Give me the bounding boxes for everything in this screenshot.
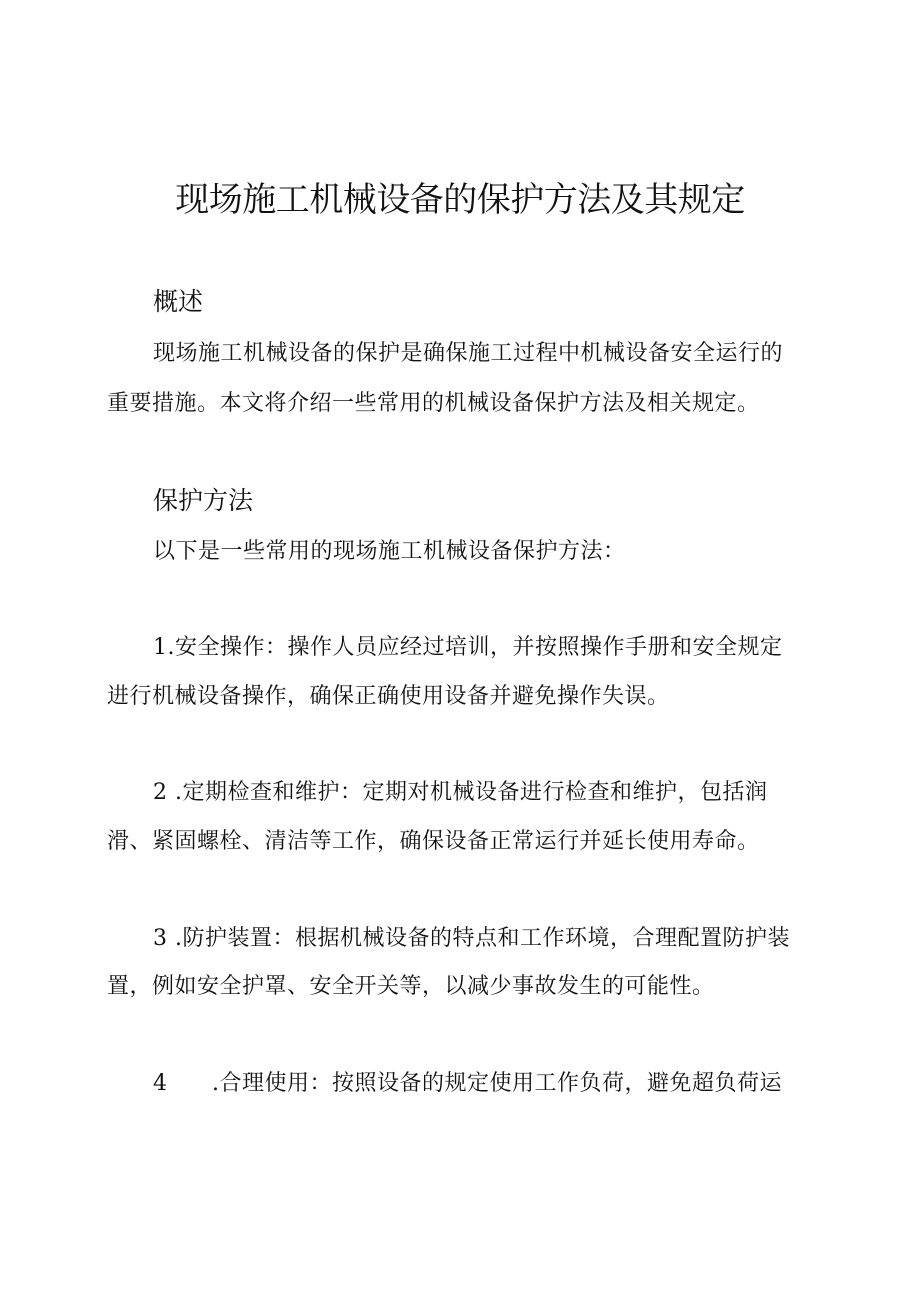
methods-intro: 以下是一些常用的现场施工机械设备保护方法： [153,539,626,564]
list-item-number: 4 [153,1071,168,1096]
document-title: 现场施工机械设备的保护方法及其规定 [175,180,745,220]
list-item-line: 滑、紧固螺栓、清洁等工作，确保设备正常运行并延长使用寿命。 [107,829,760,854]
list-item-line: 1.安全操作：操作人员应经过培训，并按照操作手册和安全规定 [153,635,783,660]
overview-paragraph-line: 重要措施。本文将介绍一些常用的机械设备保护方法及相关规定。 [107,391,760,416]
section-heading-methods: 保护方法 [153,486,254,515]
list-item-line: 置，例如安全护罩、安全开关等，以减少事故发生的可能性。 [107,974,715,999]
overview-paragraph-line: 现场施工机械设备的保护是确保施工过程中机械设备安全运行的 [153,341,784,366]
list-item-line: 2 .定期检查和维护：定期对机械设备进行检查和维护，包括润 [153,780,768,805]
section-heading-overview: 概述 [153,287,204,316]
list-item-line: .合理使用：按照设备的规定使用工作负荷，避免超负荷运 [212,1071,782,1096]
list-item-line: 3 .防护装置：根据机械设备的特点和工作环境，合理配置防护装 [153,926,790,951]
list-item-line: 进行机械设备操作，确保正确使用设备并避免操作失误。 [107,684,670,709]
